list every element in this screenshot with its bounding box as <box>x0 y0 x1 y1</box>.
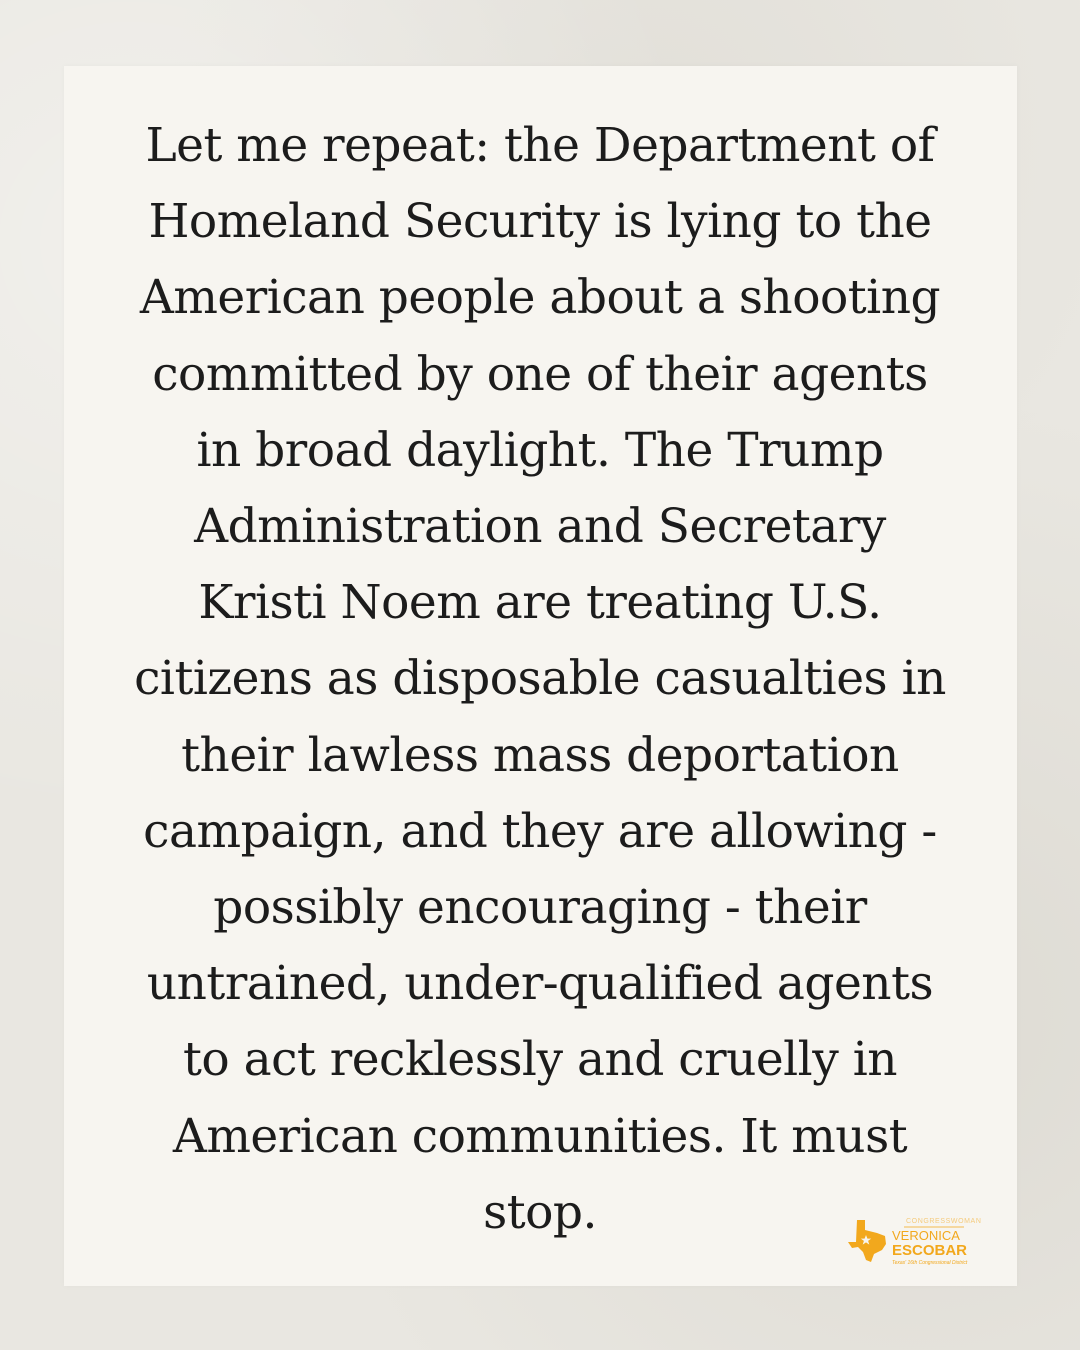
statement-line: Homeland Security is lying to the <box>148 194 932 250</box>
statement-line: their lawless mass deportation <box>181 727 899 783</box>
statement-line: to act recklessly and cruelly in <box>182 1032 898 1088</box>
statement-line: Let me repeat: the Department of <box>145 118 935 173</box>
statement-line: committed by one of their agents <box>152 346 928 402</box>
texas-star-icon <box>848 1220 886 1262</box>
statement-line: American people about a shooting <box>139 270 941 326</box>
escobar-logo <box>846 1210 996 1272</box>
statement-line: untrained, under-qualified agents <box>146 956 934 1012</box>
logo-mark <box>846 1210 996 1272</box>
statement-line: Kristi Noem are treating U.S. <box>198 575 882 631</box>
statement-line: campaign, and they are allowing - <box>143 803 937 859</box>
logo-last-name: ESCOBAR <box>892 1242 968 1259</box>
statement-line: Administration and Secretary <box>194 499 886 555</box>
statement-line: American communities. It must <box>172 1108 908 1164</box>
logo-tagline: Texas' 16th Congressional District <box>892 1260 968 1266</box>
logo-kicker: CONGRESSWOMAN <box>906 1218 982 1225</box>
statement-line: in broad daylight. The Trump <box>196 422 884 478</box>
statement-line: possibly encouraging - their <box>213 880 867 936</box>
statement-line: stop. <box>483 1184 597 1240</box>
statement-line: citizens as disposable casualties in <box>134 651 946 707</box>
logo-first-name: VERONICA <box>892 1228 960 1243</box>
statement-text <box>90 108 990 1251</box>
